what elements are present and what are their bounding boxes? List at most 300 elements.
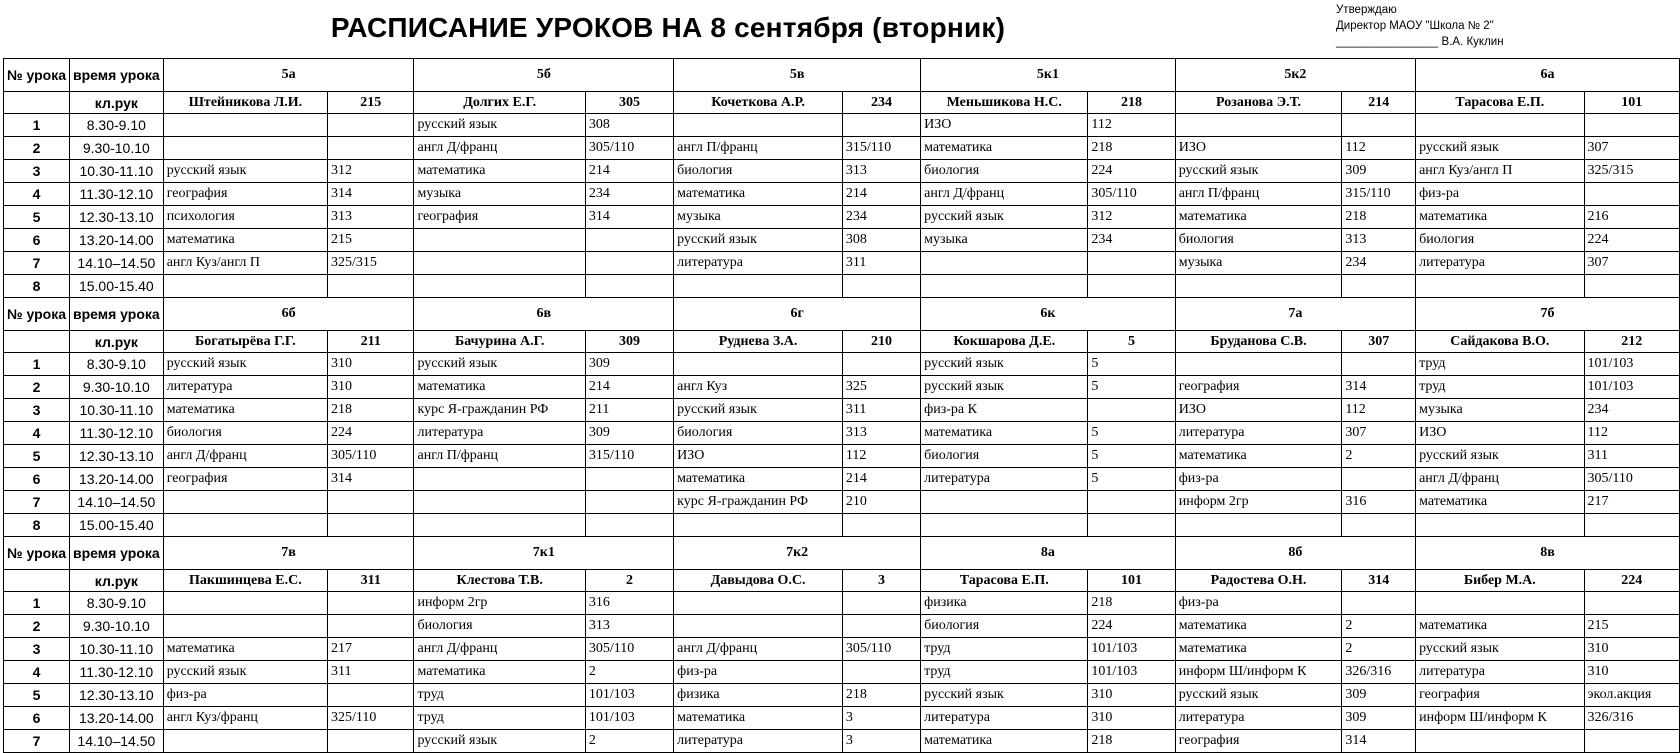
class-teacher: Тарасова Е.П. xyxy=(921,570,1088,592)
lesson-time: 13.20-14.00 xyxy=(70,468,164,491)
class-teacher: Клестова Т.В. xyxy=(414,570,585,592)
lesson-room xyxy=(1584,183,1679,206)
lesson-room: 211 xyxy=(585,399,673,422)
lesson-subject: математика xyxy=(163,399,327,422)
lesson-subject: математика xyxy=(921,730,1088,753)
class-home-room: 2 xyxy=(585,570,673,592)
lesson-number-header: № урока xyxy=(4,537,70,570)
lesson-subject: труд xyxy=(414,684,585,707)
class-teacher: Пакшинцева Е.С. xyxy=(163,570,327,592)
lesson-row xyxy=(4,491,1680,514)
lesson-subject: математика xyxy=(1175,445,1342,468)
lesson-subject: музыка xyxy=(414,183,585,206)
lesson-subject: литература xyxy=(1175,707,1342,730)
lesson-subject: математика xyxy=(163,229,327,252)
lesson-room xyxy=(1088,399,1175,422)
lesson-number: 1 xyxy=(4,353,70,376)
lesson-time: 14.10–14.50 xyxy=(70,491,164,514)
lesson-number: 6 xyxy=(4,229,70,252)
class-teacher: Тарасова Е.П. xyxy=(1416,92,1584,114)
lesson-subject: англ Куз/англ П xyxy=(163,252,327,275)
class-name: 6в xyxy=(414,298,674,331)
lesson-subject: англ Д/франц xyxy=(674,638,843,661)
lesson-row xyxy=(4,183,1680,206)
class-teacher: Розанова Э.Т. xyxy=(1175,92,1342,114)
lesson-subject xyxy=(1175,275,1342,298)
lesson-time-header: время урока xyxy=(70,59,164,92)
lesson-subject: математика xyxy=(1175,638,1342,661)
class-home-room: 3 xyxy=(842,570,920,592)
class-home-room: 311 xyxy=(328,570,414,592)
approval-line-1: Утверждаю xyxy=(1336,4,1397,16)
lesson-room: 112 xyxy=(842,445,920,468)
lesson-room: 224 xyxy=(328,422,414,445)
class-teacher-row xyxy=(4,331,1680,353)
lesson-room xyxy=(1088,514,1175,537)
lesson-room: 2 xyxy=(1342,638,1416,661)
lesson-subject: математика xyxy=(1416,491,1584,514)
lesson-subject xyxy=(414,468,585,491)
lesson-subject: физ-ра xyxy=(1175,468,1342,491)
lesson-room: 325 xyxy=(842,376,920,399)
lesson-time: 8.30-9.10 xyxy=(70,592,164,615)
lesson-room: 326/316 xyxy=(1342,661,1416,684)
class-name: 6а xyxy=(1416,59,1680,92)
lesson-subject: литература xyxy=(163,376,327,399)
lesson-room: 101/103 xyxy=(585,684,673,707)
class-teacher: Кокшарова Д.Е. xyxy=(921,331,1088,353)
lesson-row xyxy=(4,206,1680,229)
class-home-room: 101 xyxy=(1088,570,1175,592)
lesson-subject xyxy=(1416,592,1584,615)
lesson-subject: физика xyxy=(674,684,843,707)
lesson-time: 13.20-14.00 xyxy=(70,229,164,252)
lesson-subject: ИЗО xyxy=(674,445,843,468)
lesson-room xyxy=(1584,275,1679,298)
lesson-subject: труд xyxy=(414,707,585,730)
lesson-row xyxy=(4,514,1680,537)
lesson-room: 217 xyxy=(1584,491,1679,514)
lesson-room xyxy=(328,684,414,707)
schedule-table xyxy=(3,58,1680,753)
lesson-room: 313 xyxy=(1342,229,1416,252)
lesson-subject xyxy=(674,514,843,537)
lesson-subject: русский язык xyxy=(921,353,1088,376)
lesson-room: 112 xyxy=(1584,422,1679,445)
lesson-room: 215 xyxy=(328,229,414,252)
lesson-subject: география xyxy=(1175,376,1342,399)
lesson-room: 305/110 xyxy=(328,445,414,468)
lesson-subject: русский язык xyxy=(1416,638,1584,661)
lesson-number: 7 xyxy=(4,491,70,514)
lesson-subject xyxy=(674,615,843,638)
lesson-subject: литература xyxy=(1175,422,1342,445)
class-head-label: кл.рук xyxy=(70,331,164,353)
lesson-subject xyxy=(163,137,327,160)
lesson-room: 218 xyxy=(1342,206,1416,229)
lesson-subject: информ Ш/информ К xyxy=(1175,661,1342,684)
lesson-subject: англ Куз xyxy=(674,376,843,399)
lesson-room: 2 xyxy=(1342,615,1416,638)
lesson-room xyxy=(842,615,920,638)
class-teacher: Меньшикова Н.С. xyxy=(921,92,1088,114)
lesson-room: 112 xyxy=(1088,114,1175,137)
lesson-number: 4 xyxy=(4,661,70,684)
lesson-subject: психология xyxy=(163,206,327,229)
lesson-subject: литература xyxy=(921,707,1088,730)
lesson-room: 112 xyxy=(1342,399,1416,422)
lesson-row xyxy=(4,615,1680,638)
class-teacher: Бачурина А.Г. xyxy=(414,331,585,353)
lesson-room: 308 xyxy=(585,114,673,137)
lesson-row xyxy=(4,468,1680,491)
lesson-room xyxy=(585,275,673,298)
lesson-room: 309 xyxy=(1342,160,1416,183)
class-home-room: 234 xyxy=(842,92,920,114)
lesson-row xyxy=(4,638,1680,661)
lesson-subject: музыка xyxy=(674,206,843,229)
lesson-subject: литература xyxy=(674,730,843,753)
lesson-room xyxy=(842,275,920,298)
lesson-room xyxy=(1342,114,1416,137)
lesson-number: 5 xyxy=(4,206,70,229)
lesson-subject: биология xyxy=(1416,229,1584,252)
lesson-subject: математика xyxy=(921,422,1088,445)
lesson-room xyxy=(1342,514,1416,537)
lesson-room: 210 xyxy=(842,491,920,514)
lesson-subject: музыка xyxy=(1416,399,1584,422)
lesson-room xyxy=(1088,491,1175,514)
lesson-room: 309 xyxy=(1342,707,1416,730)
lesson-row xyxy=(4,275,1680,298)
lesson-subject: англ Д/франц xyxy=(414,638,585,661)
lesson-room xyxy=(1584,114,1679,137)
lesson-subject: литература xyxy=(414,422,585,445)
class-teacher: Руднева З.А. xyxy=(674,331,843,353)
lesson-subject: русский язык xyxy=(921,376,1088,399)
lesson-room xyxy=(585,491,673,514)
lesson-room xyxy=(1088,252,1175,275)
class-home-room: 215 xyxy=(328,92,414,114)
lesson-subject: физика xyxy=(921,592,1088,615)
lesson-number-header: № урока xyxy=(4,298,70,331)
lesson-room xyxy=(842,514,920,537)
lesson-subject: биология xyxy=(921,445,1088,468)
lesson-number: 8 xyxy=(4,514,70,537)
lesson-row xyxy=(4,684,1680,707)
lesson-room: 310 xyxy=(1088,707,1175,730)
lesson-room: 313 xyxy=(842,160,920,183)
lesson-number: 5 xyxy=(4,684,70,707)
lesson-room: 309 xyxy=(1342,684,1416,707)
lesson-subject: русский язык xyxy=(921,684,1088,707)
class-name: 7б xyxy=(1416,298,1680,331)
lesson-room: 311 xyxy=(1584,445,1679,468)
lesson-room xyxy=(328,137,414,160)
lesson-subject: география xyxy=(1416,684,1584,707)
class-name: 6б xyxy=(163,298,414,331)
lesson-room: 313 xyxy=(328,206,414,229)
lesson-room: 224 xyxy=(1088,615,1175,638)
lesson-subject: биология xyxy=(674,160,843,183)
lesson-room xyxy=(1584,514,1679,537)
lesson-room: 309 xyxy=(585,353,673,376)
lesson-room: 316 xyxy=(585,592,673,615)
lesson-number: 3 xyxy=(4,160,70,183)
lesson-subject: физ-ра К xyxy=(921,399,1088,422)
lesson-room: 234 xyxy=(585,183,673,206)
lesson-room xyxy=(842,592,920,615)
lesson-subject: информ 2гр xyxy=(1175,491,1342,514)
lesson-subject: физ-ра xyxy=(1175,592,1342,615)
lesson-subject: труд xyxy=(921,661,1088,684)
lesson-room: 5 xyxy=(1088,445,1175,468)
lesson-time: 9.30-10.10 xyxy=(70,615,164,638)
lesson-row xyxy=(4,730,1680,753)
lesson-subject: англ П/франц xyxy=(1175,183,1342,206)
lesson-subject xyxy=(163,592,327,615)
lesson-room: 314 xyxy=(1342,730,1416,753)
lesson-subject: информ 2гр xyxy=(414,592,585,615)
lesson-subject: труд xyxy=(1416,353,1584,376)
lesson-subject: русский язык xyxy=(1175,160,1342,183)
lesson-subject: курс Я-гражданин РФ xyxy=(674,491,843,514)
lesson-room: 3 xyxy=(842,730,920,753)
lesson-room: 101/103 xyxy=(585,707,673,730)
lesson-room: 326/316 xyxy=(1584,707,1679,730)
lesson-number-header: № урока xyxy=(4,59,70,92)
lesson-subject: ИЗО xyxy=(1175,137,1342,160)
lesson-row xyxy=(4,229,1680,252)
lesson-room: 314 xyxy=(328,183,414,206)
lesson-room xyxy=(1342,275,1416,298)
lesson-number: 2 xyxy=(4,137,70,160)
lesson-subject: математика xyxy=(414,160,585,183)
lesson-row xyxy=(4,422,1680,445)
lesson-room: 314 xyxy=(328,468,414,491)
lesson-room xyxy=(328,491,414,514)
lesson-room xyxy=(1088,275,1175,298)
lesson-room: 305/110 xyxy=(1584,468,1679,491)
lesson-time: 12.30-13.10 xyxy=(70,684,164,707)
lesson-number: 6 xyxy=(4,468,70,491)
lesson-subject: математика xyxy=(1416,615,1584,638)
lesson-subject: русский язык xyxy=(163,661,327,684)
lesson-subject xyxy=(1416,730,1584,753)
lesson-room: 234 xyxy=(1342,252,1416,275)
lesson-subject xyxy=(674,592,843,615)
lesson-subject: математика xyxy=(1175,615,1342,638)
lesson-subject: англ Д/франц xyxy=(414,137,585,160)
lesson-row xyxy=(4,707,1680,730)
class-home-room: 305 xyxy=(585,92,673,114)
class-name: 7к1 xyxy=(414,537,674,570)
lesson-subject: русский язык xyxy=(414,353,585,376)
lesson-subject: англ Д/франц xyxy=(1416,468,1584,491)
lesson-room xyxy=(1342,468,1416,491)
lesson-room: 307 xyxy=(1584,252,1679,275)
lesson-room: 309 xyxy=(585,422,673,445)
lesson-subject xyxy=(674,275,843,298)
lesson-subject: русский язык xyxy=(1416,445,1584,468)
lesson-subject: ИЗО xyxy=(1416,422,1584,445)
lesson-room: 310 xyxy=(328,376,414,399)
lesson-subject: литература xyxy=(674,252,843,275)
lesson-room: 305/110 xyxy=(585,638,673,661)
lesson-subject: русский язык xyxy=(674,229,843,252)
class-teacher: Давыдова О.С. xyxy=(674,570,843,592)
lesson-subject xyxy=(1416,275,1584,298)
lesson-subject xyxy=(414,491,585,514)
approval-line-2: Директор МАОУ "Школа № 2" xyxy=(1336,20,1494,32)
lesson-subject: информ Ш/информ К xyxy=(1416,707,1584,730)
class-teacher-row xyxy=(4,92,1680,114)
lesson-time: 11.30-12.10 xyxy=(70,183,164,206)
lesson-subject: биология xyxy=(674,422,843,445)
lesson-room: 224 xyxy=(1088,160,1175,183)
lesson-time: 15.00-15.40 xyxy=(70,275,164,298)
class-name: 8а xyxy=(921,537,1176,570)
class-name: 6г xyxy=(674,298,921,331)
class-home-room: 210 xyxy=(842,331,920,353)
lesson-room: 2 xyxy=(1342,445,1416,468)
lesson-room xyxy=(1584,730,1679,753)
lesson-subject: литература xyxy=(1416,252,1584,275)
lesson-room: 310 xyxy=(1088,684,1175,707)
class-name: 5б xyxy=(414,59,674,92)
lesson-number: 1 xyxy=(4,114,70,137)
lesson-subject: физ-ра xyxy=(163,684,327,707)
class-head-label: кл.рук xyxy=(70,570,164,592)
class-home-room: 101 xyxy=(1584,92,1679,114)
lesson-subject: англ Д/франц xyxy=(163,445,327,468)
lesson-time: 14.10–14.50 xyxy=(70,730,164,753)
lesson-subject xyxy=(163,275,327,298)
lesson-subject xyxy=(414,275,585,298)
lesson-time: 15.00-15.40 xyxy=(70,514,164,537)
lesson-room: 307 xyxy=(1584,137,1679,160)
lesson-subject: география xyxy=(163,183,327,206)
lesson-room: экол.акция xyxy=(1584,684,1679,707)
lesson-subject: физ-ра xyxy=(674,661,843,684)
lesson-subject: русский язык xyxy=(674,399,843,422)
lesson-subject: труд xyxy=(1416,376,1584,399)
lesson-room: 315/110 xyxy=(1342,183,1416,206)
lesson-room: 312 xyxy=(1088,206,1175,229)
lesson-room: 218 xyxy=(1088,137,1175,160)
lesson-room: 312 xyxy=(328,160,414,183)
lesson-subject: биология xyxy=(414,615,585,638)
lesson-time: 9.30-10.10 xyxy=(70,137,164,160)
lesson-number: 1 xyxy=(4,592,70,615)
lesson-room: 311 xyxy=(328,661,414,684)
class-name: 5к2 xyxy=(1175,59,1415,92)
lesson-room: 112 xyxy=(1342,137,1416,160)
lesson-room: 214 xyxy=(585,376,673,399)
lesson-time-header: время урока xyxy=(70,537,164,570)
lesson-room: 101/103 xyxy=(1584,353,1679,376)
lesson-subject: математика xyxy=(674,707,843,730)
lesson-time: 8.30-9.10 xyxy=(70,353,164,376)
lesson-room: 325/315 xyxy=(1584,160,1679,183)
lesson-room: 315/110 xyxy=(842,137,920,160)
lesson-time: 14.10–14.50 xyxy=(70,252,164,275)
lesson-room xyxy=(328,514,414,537)
lesson-subject: курс Я-гражданин РФ xyxy=(414,399,585,422)
lesson-subject: русский язык xyxy=(414,114,585,137)
lesson-row xyxy=(4,114,1680,137)
lesson-room: 325/315 xyxy=(328,252,414,275)
lesson-subject: география xyxy=(414,206,585,229)
lesson-subject: литература xyxy=(1416,661,1584,684)
lesson-subject: труд xyxy=(921,638,1088,661)
class-home-room: 212 xyxy=(1584,331,1679,353)
lesson-subject xyxy=(1175,353,1342,376)
lesson-time: 12.30-13.10 xyxy=(70,445,164,468)
class-teacher: Богатырёва Г.Г. xyxy=(163,331,327,353)
class-teacher: Долгих Е.Г. xyxy=(414,92,585,114)
class-teacher: Бибер М.А. xyxy=(1416,570,1584,592)
lesson-room: 5 xyxy=(1088,353,1175,376)
lesson-subject: русский язык xyxy=(163,353,327,376)
class-name: 5в xyxy=(674,59,921,92)
lesson-time: 9.30-10.10 xyxy=(70,376,164,399)
lesson-room: 218 xyxy=(1088,730,1175,753)
lesson-row xyxy=(4,353,1680,376)
lesson-subject: математика xyxy=(414,376,585,399)
lesson-subject: русский язык xyxy=(1416,137,1584,160)
lesson-number: 5 xyxy=(4,445,70,468)
lesson-subject xyxy=(414,252,585,275)
lesson-subject xyxy=(414,514,585,537)
class-teacher: Кочеткова А.Р. xyxy=(674,92,843,114)
lesson-room: 217 xyxy=(328,638,414,661)
lesson-room: 5 xyxy=(1088,376,1175,399)
class-name: 7а xyxy=(1175,298,1415,331)
lesson-time: 8.30-9.10 xyxy=(70,114,164,137)
lesson-room: 5 xyxy=(1088,468,1175,491)
lesson-time: 12.30-13.10 xyxy=(70,206,164,229)
lesson-subject xyxy=(163,615,327,638)
lesson-room: 234 xyxy=(842,206,920,229)
class-teacher: Сайдакова В.О. xyxy=(1416,331,1584,353)
lesson-room: 2 xyxy=(585,730,673,753)
lesson-room: 313 xyxy=(842,422,920,445)
lesson-room: 101/103 xyxy=(1584,376,1679,399)
approval-line-3: ________________ В.А. Куклин xyxy=(1336,36,1504,48)
lesson-subject: биология xyxy=(1175,229,1342,252)
lesson-subject xyxy=(674,353,843,376)
lesson-row xyxy=(4,252,1680,275)
lesson-room: 315/110 xyxy=(585,445,673,468)
lesson-number: 7 xyxy=(4,252,70,275)
lesson-room xyxy=(328,114,414,137)
lesson-row xyxy=(4,592,1680,615)
lesson-room xyxy=(328,730,414,753)
lesson-room xyxy=(585,514,673,537)
lesson-time: 10.30-11.10 xyxy=(70,160,164,183)
blank-cell xyxy=(4,570,70,592)
lesson-room: 314 xyxy=(585,206,673,229)
lesson-room: 311 xyxy=(842,399,920,422)
lesson-number: 4 xyxy=(4,183,70,206)
lesson-subject: музыка xyxy=(1175,252,1342,275)
lesson-room: 3 xyxy=(842,707,920,730)
lesson-room: 307 xyxy=(1342,422,1416,445)
lesson-subject: литература xyxy=(921,468,1088,491)
lesson-room xyxy=(842,353,920,376)
lesson-subject: математика xyxy=(163,638,327,661)
